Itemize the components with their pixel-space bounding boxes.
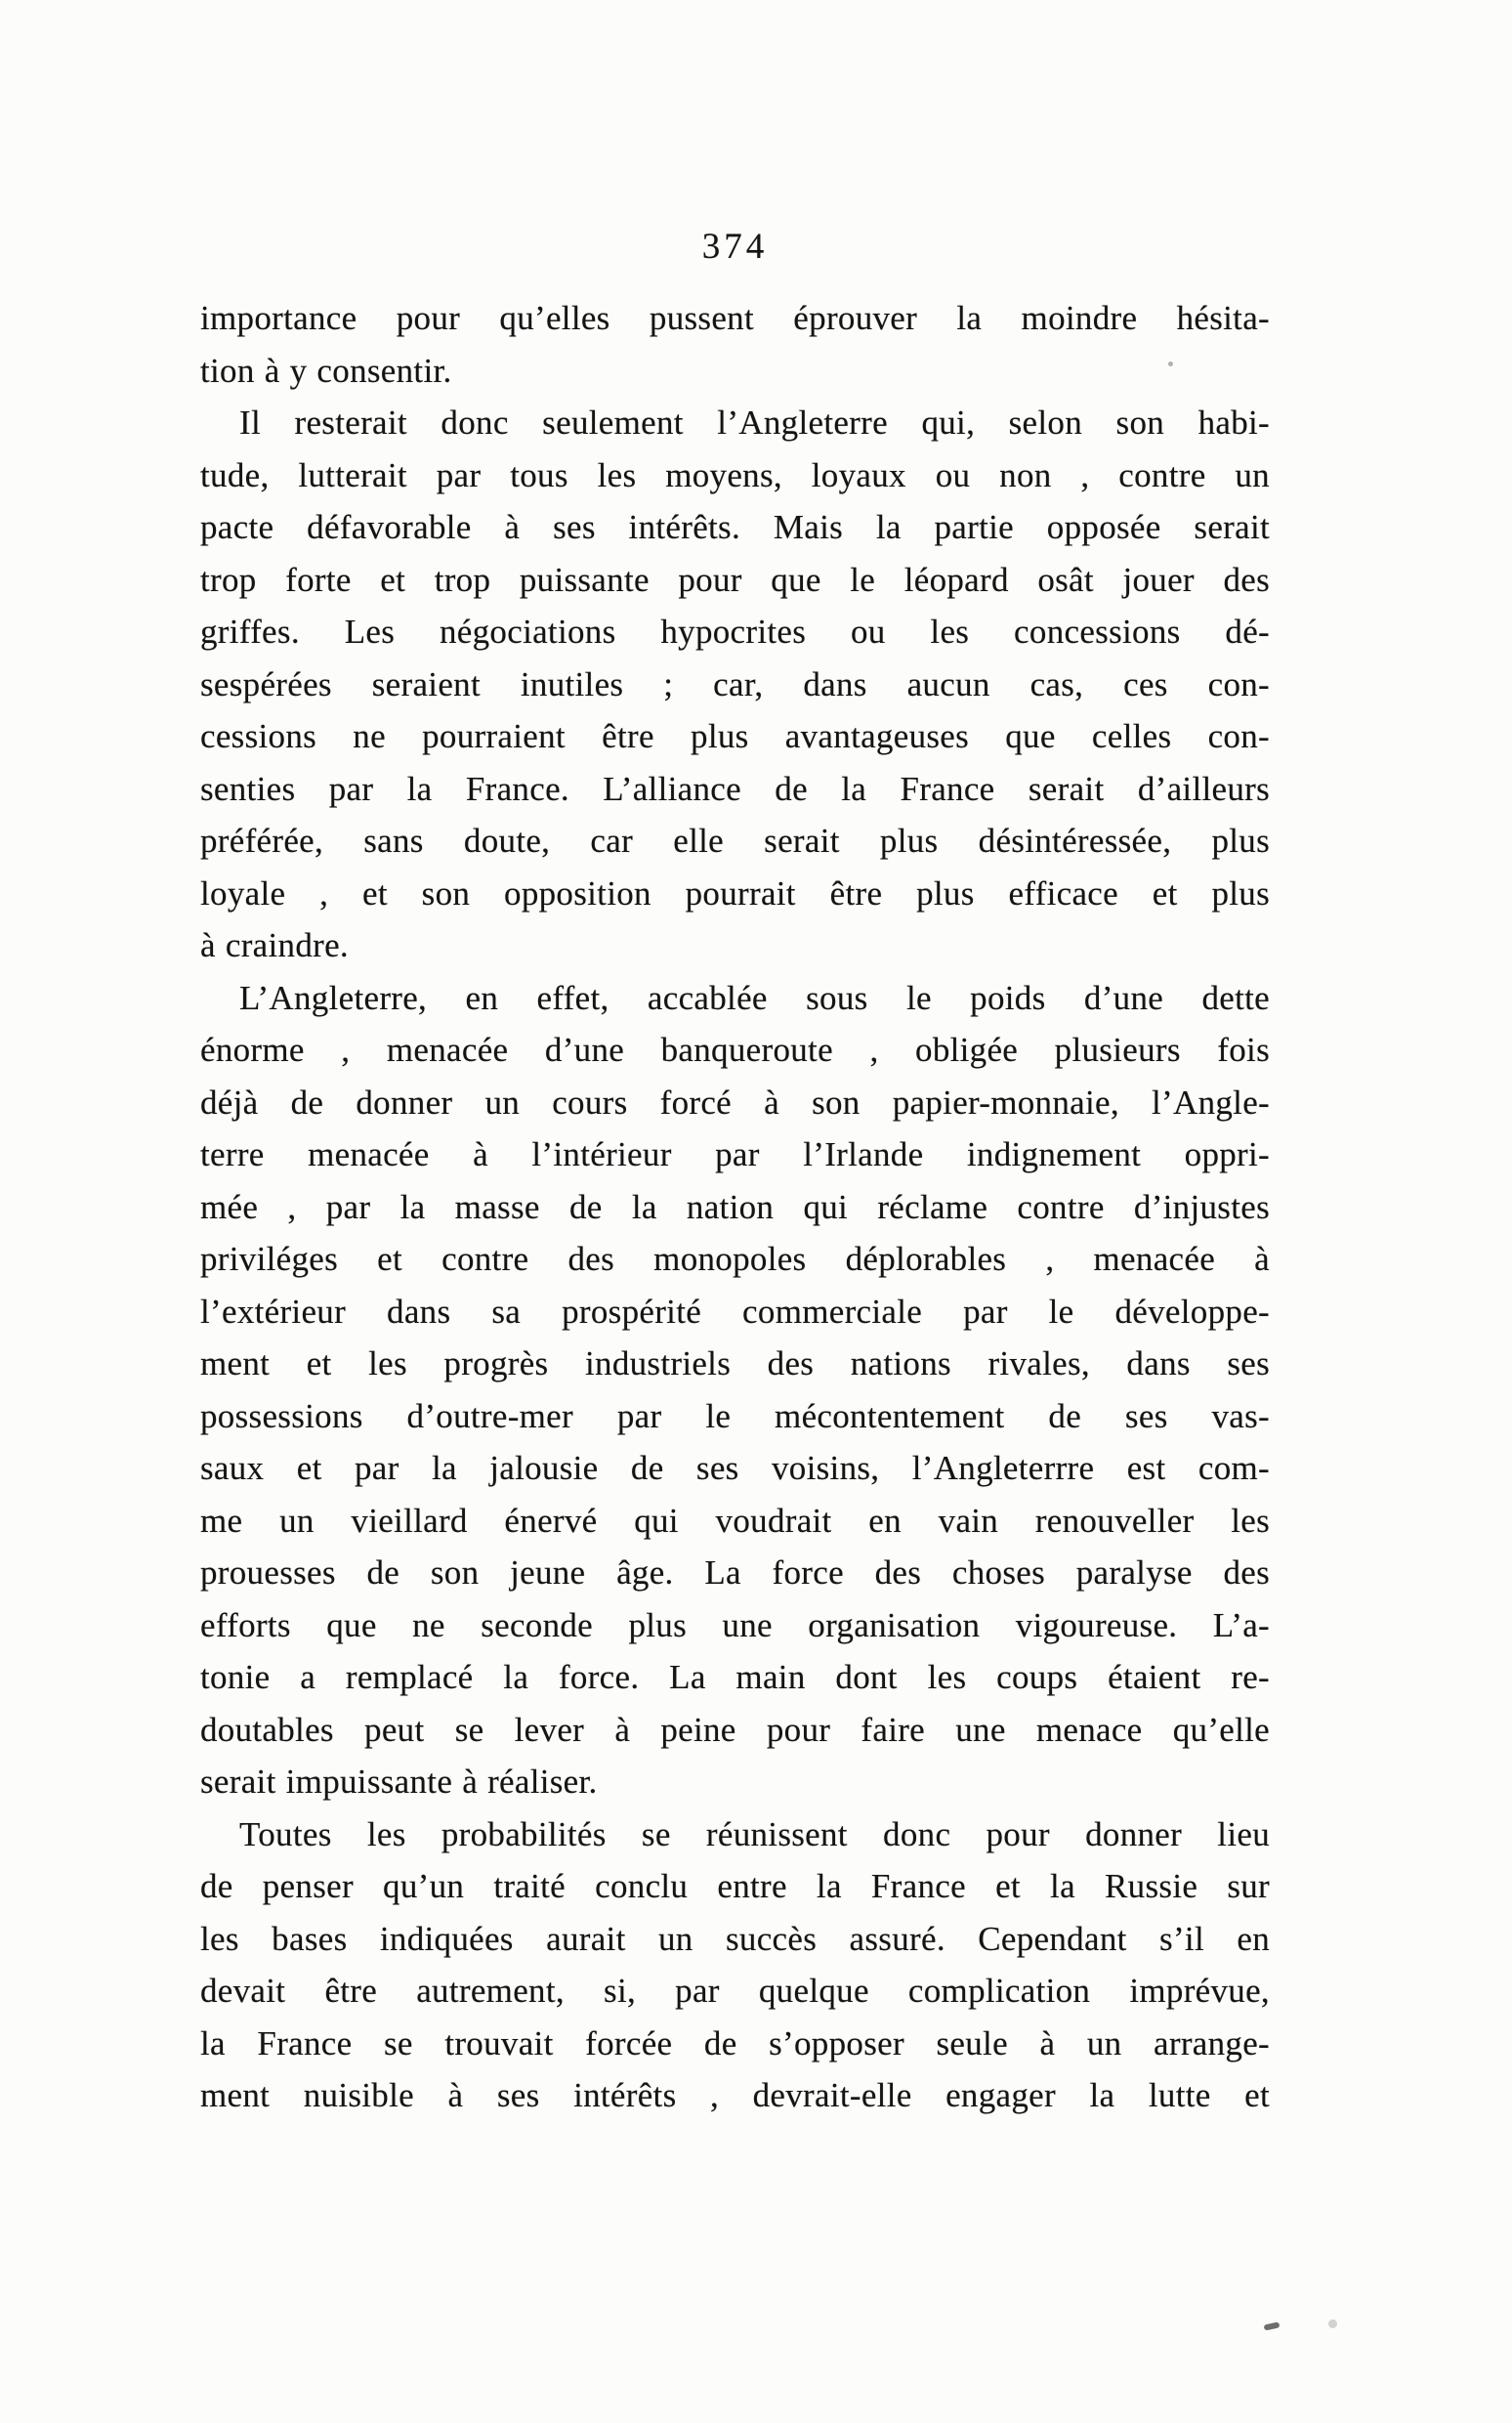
scan-speck <box>1168 361 1173 366</box>
text-line: tonie a remplacé la force. La main dont les coups étaient re- <box>200 1658 1270 1696</box>
text-line: devait être autrement, si, par quelque complication imprévue, <box>200 1972 1270 2010</box>
text-line: de penser qu’un traité conclu entre la France et la Russie sur <box>200 1867 1270 1905</box>
text-line: énorme , menacée d’une banqueroute , obligée plusieurs fois <box>200 1031 1270 1069</box>
text-line: ment nuisible à ses intérêts , devrait-elle engager la lutte et <box>200 2076 1270 2114</box>
text-line: serait impuissante à réaliser. <box>200 1763 598 1801</box>
text-line: les bases indiquées aurait un succès assuré. Cependant s’il en <box>200 1919 1270 1958</box>
text-line: préférée, sans doute, car elle serait plus désintéressée, plus <box>200 822 1270 860</box>
page-text-block <box>200 292 1270 2122</box>
text-line: prouesses de son jeune âge. La force des choses paralyse des <box>200 1553 1270 1592</box>
text-line: pacte défavorable à ses intérêts. Mais la partie opposée serait <box>200 508 1270 546</box>
scan-speck <box>1264 2321 1281 2330</box>
text-line: L’Angleterre, en effet, accablée sous le poids d’une dette <box>239 978 1270 1017</box>
scan-speck <box>1328 2319 1337 2328</box>
text-line: sespérées seraient inutiles ; car, dans aucun cas, ces con- <box>200 664 1270 703</box>
text-line: me un vieillard énervé qui voudrait en vain renouveller les <box>200 1501 1270 1540</box>
text-line: déjà de donner un cours forcé à son papier-monnaie, l’Angle- <box>200 1083 1270 1122</box>
text-line: loyale , et son opposition pourrait être plus efficace et plus <box>200 873 1270 913</box>
text-line: senties par la France. L’alliance de la France serait d’ailleurs <box>200 769 1270 808</box>
text-line: doutables peut se lever à peine pour faire une menace qu’elle <box>200 1710 1270 1749</box>
text-line: ment et les progrès industriels des nations rivales, dans ses <box>200 1344 1270 1382</box>
text-line: importance pour qu’elles pussent éprouver la moindre hésita- <box>200 299 1270 337</box>
text-line: l’extérieur dans sa prospérité commerciale par le développe- <box>200 1292 1270 1331</box>
page-number: 374 <box>701 227 769 267</box>
text-line: la France se trouvait forcée de s’opposer seule à un arrange- <box>200 2023 1270 2062</box>
text-line: priviléges et contre des monopoles déplorables , menacée à <box>200 1240 1270 1278</box>
text-line: saux et par la jalousie de ses voisins, l’Angleterrre est com- <box>200 1449 1270 1487</box>
text-line: Toutes les probabilités se réunissent donc pour donner lieu <box>239 1814 1270 1853</box>
text-line: cessions ne pourraient être plus avantageuses que celles con- <box>200 717 1270 755</box>
text-line: à craindre. <box>200 926 349 964</box>
text-line: possessions d’outre-mer par le mécontentement de ses vas- <box>200 1396 1270 1435</box>
text-line: Il resterait donc seulement l’Angleterre qui, selon son habi- <box>239 404 1270 442</box>
text-line: tion à y consentir. <box>200 351 452 390</box>
text-line: mée , par la masse de la nation qui réclame contre d’injustes <box>200 1187 1270 1226</box>
text-line: terre menacée à l’intérieur par l’Irlande indignement oppri- <box>200 1135 1270 1173</box>
text-line: tude, lutterait par tous les moyens, loyaux ou non , contre un <box>200 455 1270 494</box>
text-line: trop forte et trop puissante pour que le léopard osât jouer des <box>200 560 1270 599</box>
text-line: efforts que ne seconde plus une organisation vigoureuse. L’a- <box>200 1605 1270 1644</box>
text-line: griffes. Les négociations hypocrites ou les concessions dé- <box>200 613 1270 651</box>
